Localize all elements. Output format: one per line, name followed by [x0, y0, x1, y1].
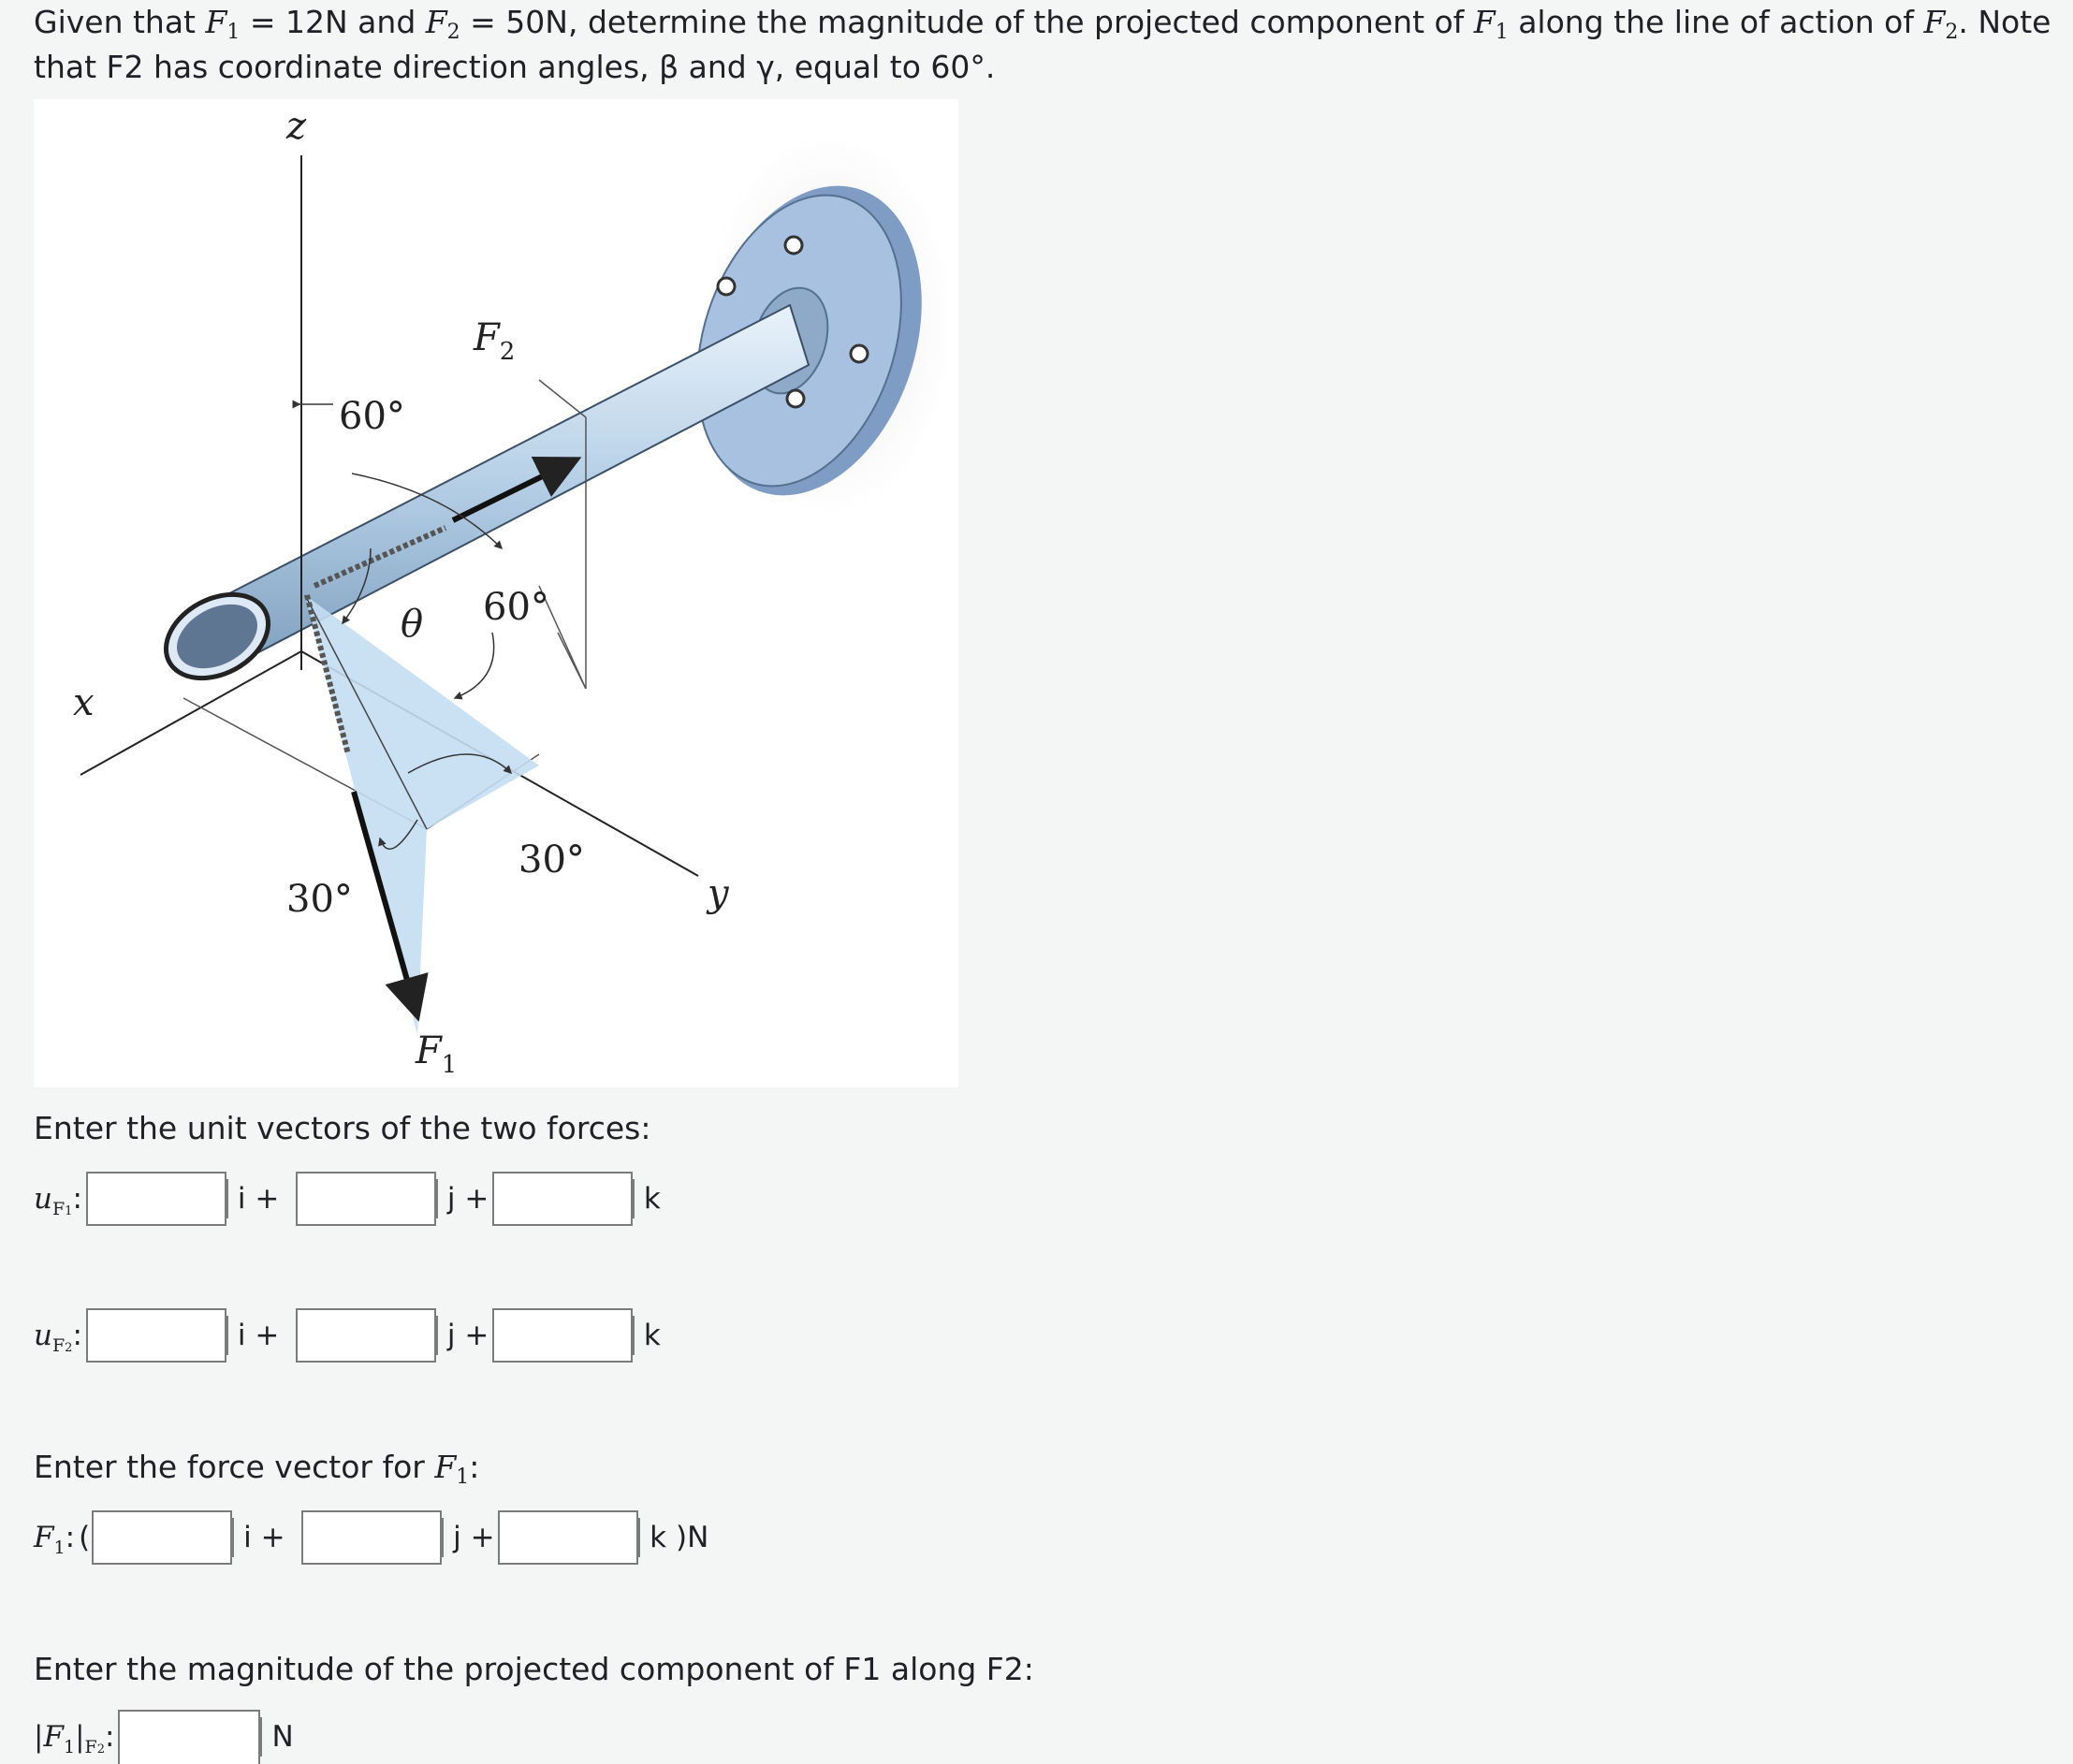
k-unit-label: k	[633, 1316, 661, 1355]
uf1-k-input[interactable]	[492, 1172, 633, 1226]
f1b-symbol: $F_1$	[1473, 4, 1509, 44]
question-part1: Given that	[34, 4, 206, 40]
i-unit-label: i +	[232, 1518, 301, 1557]
pipe	[152, 305, 809, 695]
f1-symbol: $F_1$	[205, 4, 241, 44]
axis-x-label: x	[73, 681, 95, 724]
uf2-j-input[interactable]	[296, 1308, 436, 1363]
figure-svg	[34, 99, 958, 1087]
question-eq1: = 12N and	[240, 4, 426, 40]
uf2-k-input[interactable]	[492, 1308, 633, 1363]
f1-label: $F_1$	[416, 1029, 458, 1079]
f2-label: $F_2$	[474, 316, 516, 366]
bolt-icon	[785, 237, 802, 254]
angle-60-top-label: 60°	[339, 395, 405, 438]
question-part4: . Note that F2 has coordinate direction angles, β and γ, equal to 60°.	[34, 4, 2051, 85]
uf1-j-input[interactable]	[296, 1172, 436, 1226]
angle-30-left-label: 30°	[286, 878, 353, 921]
f1-k-input[interactable]	[498, 1510, 638, 1565]
open-paren: (	[79, 1521, 91, 1554]
f1-vector-label: $F_1$:	[34, 1521, 76, 1558]
f2-symbol: $F_2$	[425, 4, 460, 44]
problem-figure	[34, 99, 958, 1087]
uf2-row	[34, 1305, 661, 1366]
bolt-icon	[851, 345, 868, 362]
uf1-i-input[interactable]	[86, 1172, 226, 1226]
j-unit-label: j +	[442, 1518, 498, 1557]
f2b-symbol: $F_2$	[1923, 4, 1959, 44]
k-n-unit-label: k )N	[638, 1518, 708, 1557]
f1-i-input[interactable]	[92, 1510, 232, 1565]
uf1-row	[34, 1168, 661, 1230]
k-unit-label: k	[633, 1179, 661, 1218]
theta-label: θ	[401, 603, 424, 646]
i-unit-label: i +	[226, 1179, 296, 1218]
angle-30-right-label: 30°	[518, 838, 585, 882]
uf2-label: $u_{F2}$:	[34, 1319, 82, 1356]
uf2-i-input[interactable]	[86, 1308, 226, 1363]
j-unit-label: j +	[436, 1179, 492, 1218]
uf1-label: $u_{F1}$:	[34, 1182, 82, 1219]
question-part3: along the line of action of	[1508, 4, 1924, 40]
axis-z-label: z	[286, 105, 307, 148]
projection-prompt: Enter the magnitude of the projected component of F1 along F2:	[34, 1651, 1034, 1687]
question-eq2: = 50N, determine the magnitude of the projected component of	[460, 4, 1474, 40]
projection-row	[34, 1709, 294, 1764]
projection-input[interactable]	[118, 1710, 260, 1764]
axis-y-label: y	[708, 872, 729, 915]
f1-j-input[interactable]	[301, 1510, 442, 1565]
angle-60-mid-label: 60°	[483, 586, 549, 629]
unit-vectors-prompt: Enter the unit vectors of the two forces:	[34, 1110, 651, 1146]
projection-label: $|F_1|_{F2}$:	[34, 1719, 115, 1757]
bolt-icon	[787, 390, 804, 407]
f1-vector-row	[34, 1507, 708, 1568]
bolt-icon	[718, 278, 735, 295]
i-unit-label: i +	[226, 1316, 296, 1355]
question-text	[34, 0, 2055, 90]
n-unit-label: N	[260, 1717, 293, 1757]
force-vector-prompt: Enter the force vector for $F_1$:	[34, 1449, 480, 1489]
j-unit-label: j +	[436, 1316, 492, 1355]
